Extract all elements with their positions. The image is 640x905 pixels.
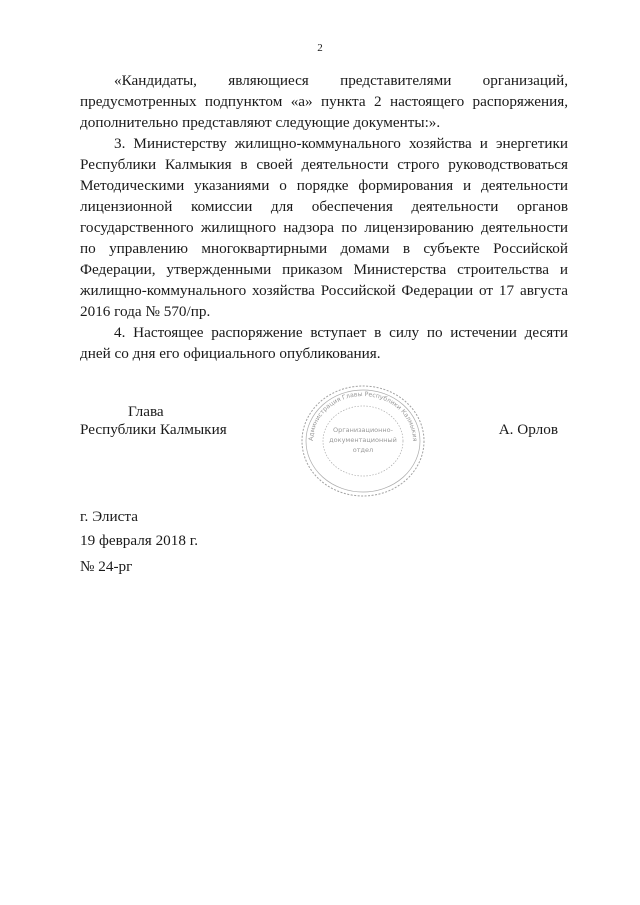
signatory-title-line-1: Глава bbox=[128, 403, 164, 420]
seal-outer-text: Администрация Главы Республики Калмыкия bbox=[307, 390, 419, 442]
signatory-title-line-2: Республики Калмыкия bbox=[80, 421, 227, 438]
document-number: № 24-рг bbox=[80, 558, 133, 575]
paragraph-candidates: «Кандидаты, являющиеся представителями организаций, предусмотренных подпунктом «а» пункта 2 настоящего распоряжения, дополнительно представляют следующие документы:». bbox=[80, 72, 568, 131]
document-body bbox=[80, 70, 568, 364]
signatory-name: А. Орлов bbox=[498, 421, 558, 438]
document-date: 19 февраля 2018 г. bbox=[80, 532, 199, 549]
page-number: 2 bbox=[317, 42, 323, 54]
signature-block bbox=[80, 390, 568, 500]
official-seal-stamp bbox=[298, 382, 428, 500]
seal-inner-line-1: Организационно- bbox=[332, 426, 394, 434]
seal-inner-line-3: отдел bbox=[352, 446, 374, 454]
document-footer bbox=[80, 507, 198, 581]
paragraph-item-3: 3. Министерству жилищно-коммунального хозяйства и энергетики Республики Калмыкия в своей деятельности строго руководствоваться Методическими указаниями о порядке формирования и деятельности лицензионной комиссии для обеспечения деятельности органов государственного жилищного надзора по лицензированию деятельности по управлению многоквартирными домами в субъекте Российской Федерации, утвержденными приказом Министерства строительства и жилищно-коммунального хозяйства Российской Федерации от 17 августа 2016 года № 570/пр. bbox=[80, 135, 568, 320]
document-city: г. Элиста bbox=[80, 508, 138, 525]
seal-inner-line-2: документационный bbox=[329, 436, 397, 444]
paragraph-item-4: 4. Настоящее распоряжение вступает в силу по истечении десяти дней со дня его официального опубликования. bbox=[80, 324, 568, 362]
